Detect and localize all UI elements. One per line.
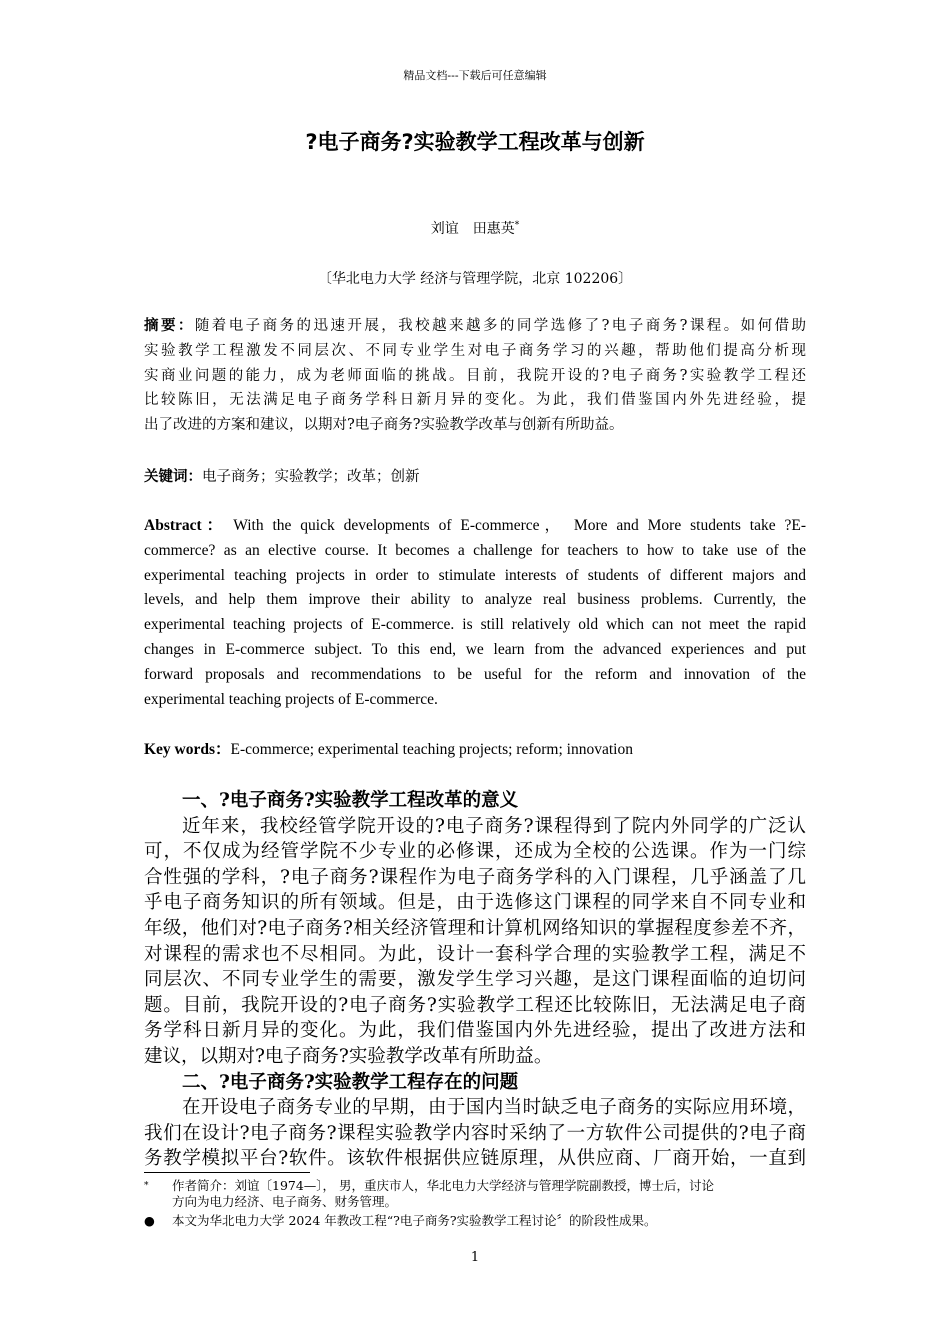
abstract-en-line [144,588,806,613]
abstract-cn-text: 出了改进的方案和建议，以期对?电子商务?实验教学改革与创新有所助益。 [144,417,624,434]
footnote-line: 方向为电力经济、电子商务、财务管理。 [172,1194,398,1209]
body-line: 合性强的学科，?电子商务?课程作为电子商务学科的入门课程，几乎涵盖了几 [144,866,806,888]
keywords-en [144,738,806,763]
footnote-mark: ● [144,1213,155,1228]
abstract-en-line [144,613,806,638]
abstract-en-text: forward proposals and recommendations to be useful for the reform and innovation of the [144,665,806,683]
body-line: 题。目前，我院开设的?电子商务?实验教学工程还比较陈旧，无法满足电子商 [144,994,806,1016]
abstract-en-text: experimental teaching projects of E-commerce. is still relatively old which can not meet the rapid [144,616,806,634]
body-line: 年级，他们对?电子商务?相关经济管理和计算机网络知识的掌握程度参差不齐， [144,917,806,939]
footnote-divider [144,1172,310,1173]
body-line: 同层次、不同专业学生的需要，激发学生学习兴趣，是这门课程面临的迫切问 [144,969,806,991]
body-line: 在开设电子商务专业的早期，由于国内当时缺乏电子商务的实际应用环境， [182,1097,806,1119]
abstract-cn-line [144,339,806,364]
abstract-en-text: levels, and help them improve their ability to analyze real business problems. Currently, the [144,591,806,609]
footnote-line: 本文为华北电力大学 2024 年教改工程“?电子商务?实验教学工程讨论〞的阶段性成果。 [172,1213,657,1228]
affiliation: 〔华北电力大学 经济与管理学院，北京 102206〕 [317,271,633,287]
body-line: 建议，以期对?电子商务?实验教学改革有所助益。 [144,1045,553,1067]
abstract-cn-text: 随着电子商务的迅速开展，我校越来越多的同学选修了?电子商务?课程。如何借助 [194,318,806,334]
footnote [144,1213,814,1229]
footnote [144,1178,814,1210]
body-line: 乎电子商务知识的所有领域。但是，由于选修这门课程的同学来自不同专业和 [144,892,806,914]
abstract-cn-text: 实商业问题的能力，成为老师面临的挑战。目前，我院开设的?电子商务?实验教学工程还 [144,367,806,384]
keywords-cn-text: 电子商务；实验教学；改革；创新 [202,469,420,485]
abstract-en [144,514,806,712]
abstract-en-line [144,539,806,564]
abstract-en-line [144,688,806,713]
paper-title: ?电子商务?实验教学工程改革与创新 [305,130,645,154]
body-line: 可，不仅成为经管学院不少专业的必修课，还成为全校的公选课。作为一门综 [144,841,806,863]
abstract-en-line [144,564,806,589]
footnote-line: 作者简介：刘谊〔1974—〕， 男，重庆市人，华北电力大学经济与管理学院副教授，博士后，讨论 [172,1178,715,1193]
abstract-en-line [144,514,806,539]
abstract-en-label: Abstract： [144,517,228,534]
abstract-cn-label: 摘要： [144,317,195,334]
abstract-cn-text: 比较陈旧，无法满足电子商务学科日新月异的变化。为此，我们借鉴国内外先进经验，提 [144,392,806,409]
keywords-cn-label: 关键词： [144,468,202,485]
body-line: 务教学模拟平台?软件。该软件根据供应链原理，从供应商、厂商开始，一直到 [144,1148,806,1170]
keywords-en-label: Key words： [144,741,231,758]
abstract-en-text: commerce? as an elective course. It becomes a challenge for teachers to how to take use of the [144,541,806,559]
abstract-cn [144,314,806,438]
abstract-en-line [144,638,806,663]
body-line: 务学科日新月异的变化。为此，我们借鉴国内外先进经验，提出了改进方法和 [144,1020,806,1042]
abstract-cn-line [144,314,806,339]
author-names: 刘谊 田惠英 [430,221,515,237]
abstract-en-line [144,663,806,688]
abstract-en-text: With the quick developments of E-commerce， More and More students take ?E- [233,517,806,534]
abstract-cn-text: 实验教学工程激发不同层次、不同专业学生对电子商务学习的兴趣，帮助他们提高分析现 [144,342,806,359]
keywords-cn [144,465,806,490]
authors [0,218,950,238]
page-number: 1 [470,1250,480,1265]
abstract-en-text: experimental teaching projects in order to stimulate interests of students of different majors and [144,566,806,584]
abstract-cn-line [144,388,806,413]
author-footnote-mark: * [514,220,520,231]
page-header: 精品文档---下载后可任意编辑 [403,69,547,82]
body-line: 对课程的需求也不尽相同。为此，设计一套科学合理的实验教学工程，满足不 [144,943,806,965]
abstract-cn-line [144,364,806,389]
section2-heading: 二、?电子商务?实验教学工程存在的问题 [182,1071,519,1093]
body-line: 我们在设计?电子商务?课程实验教学内容时采纳了一方软件公司提供的?电子商 [144,1122,806,1144]
abstract-en-text: changes in E-commerce subject. To this end, we learn from the advanced experiences and put [144,640,806,658]
abstract-en-text: experimental teaching projects of E-commerce. [144,690,438,708]
abstract-cn-line [144,413,806,438]
body-line: 近年来，我校经管学院开设的?电子商务?课程得到了院内外同学的广泛认 [182,815,806,837]
footnote-mark: * [144,1181,149,1191]
body-text [144,788,806,1172]
section1-heading: 一、?电子商务?实验教学工程改革的意义 [182,790,519,811]
keywords-en-text: E-commerce; experimental teaching projects; reform; innovation [230,741,633,758]
